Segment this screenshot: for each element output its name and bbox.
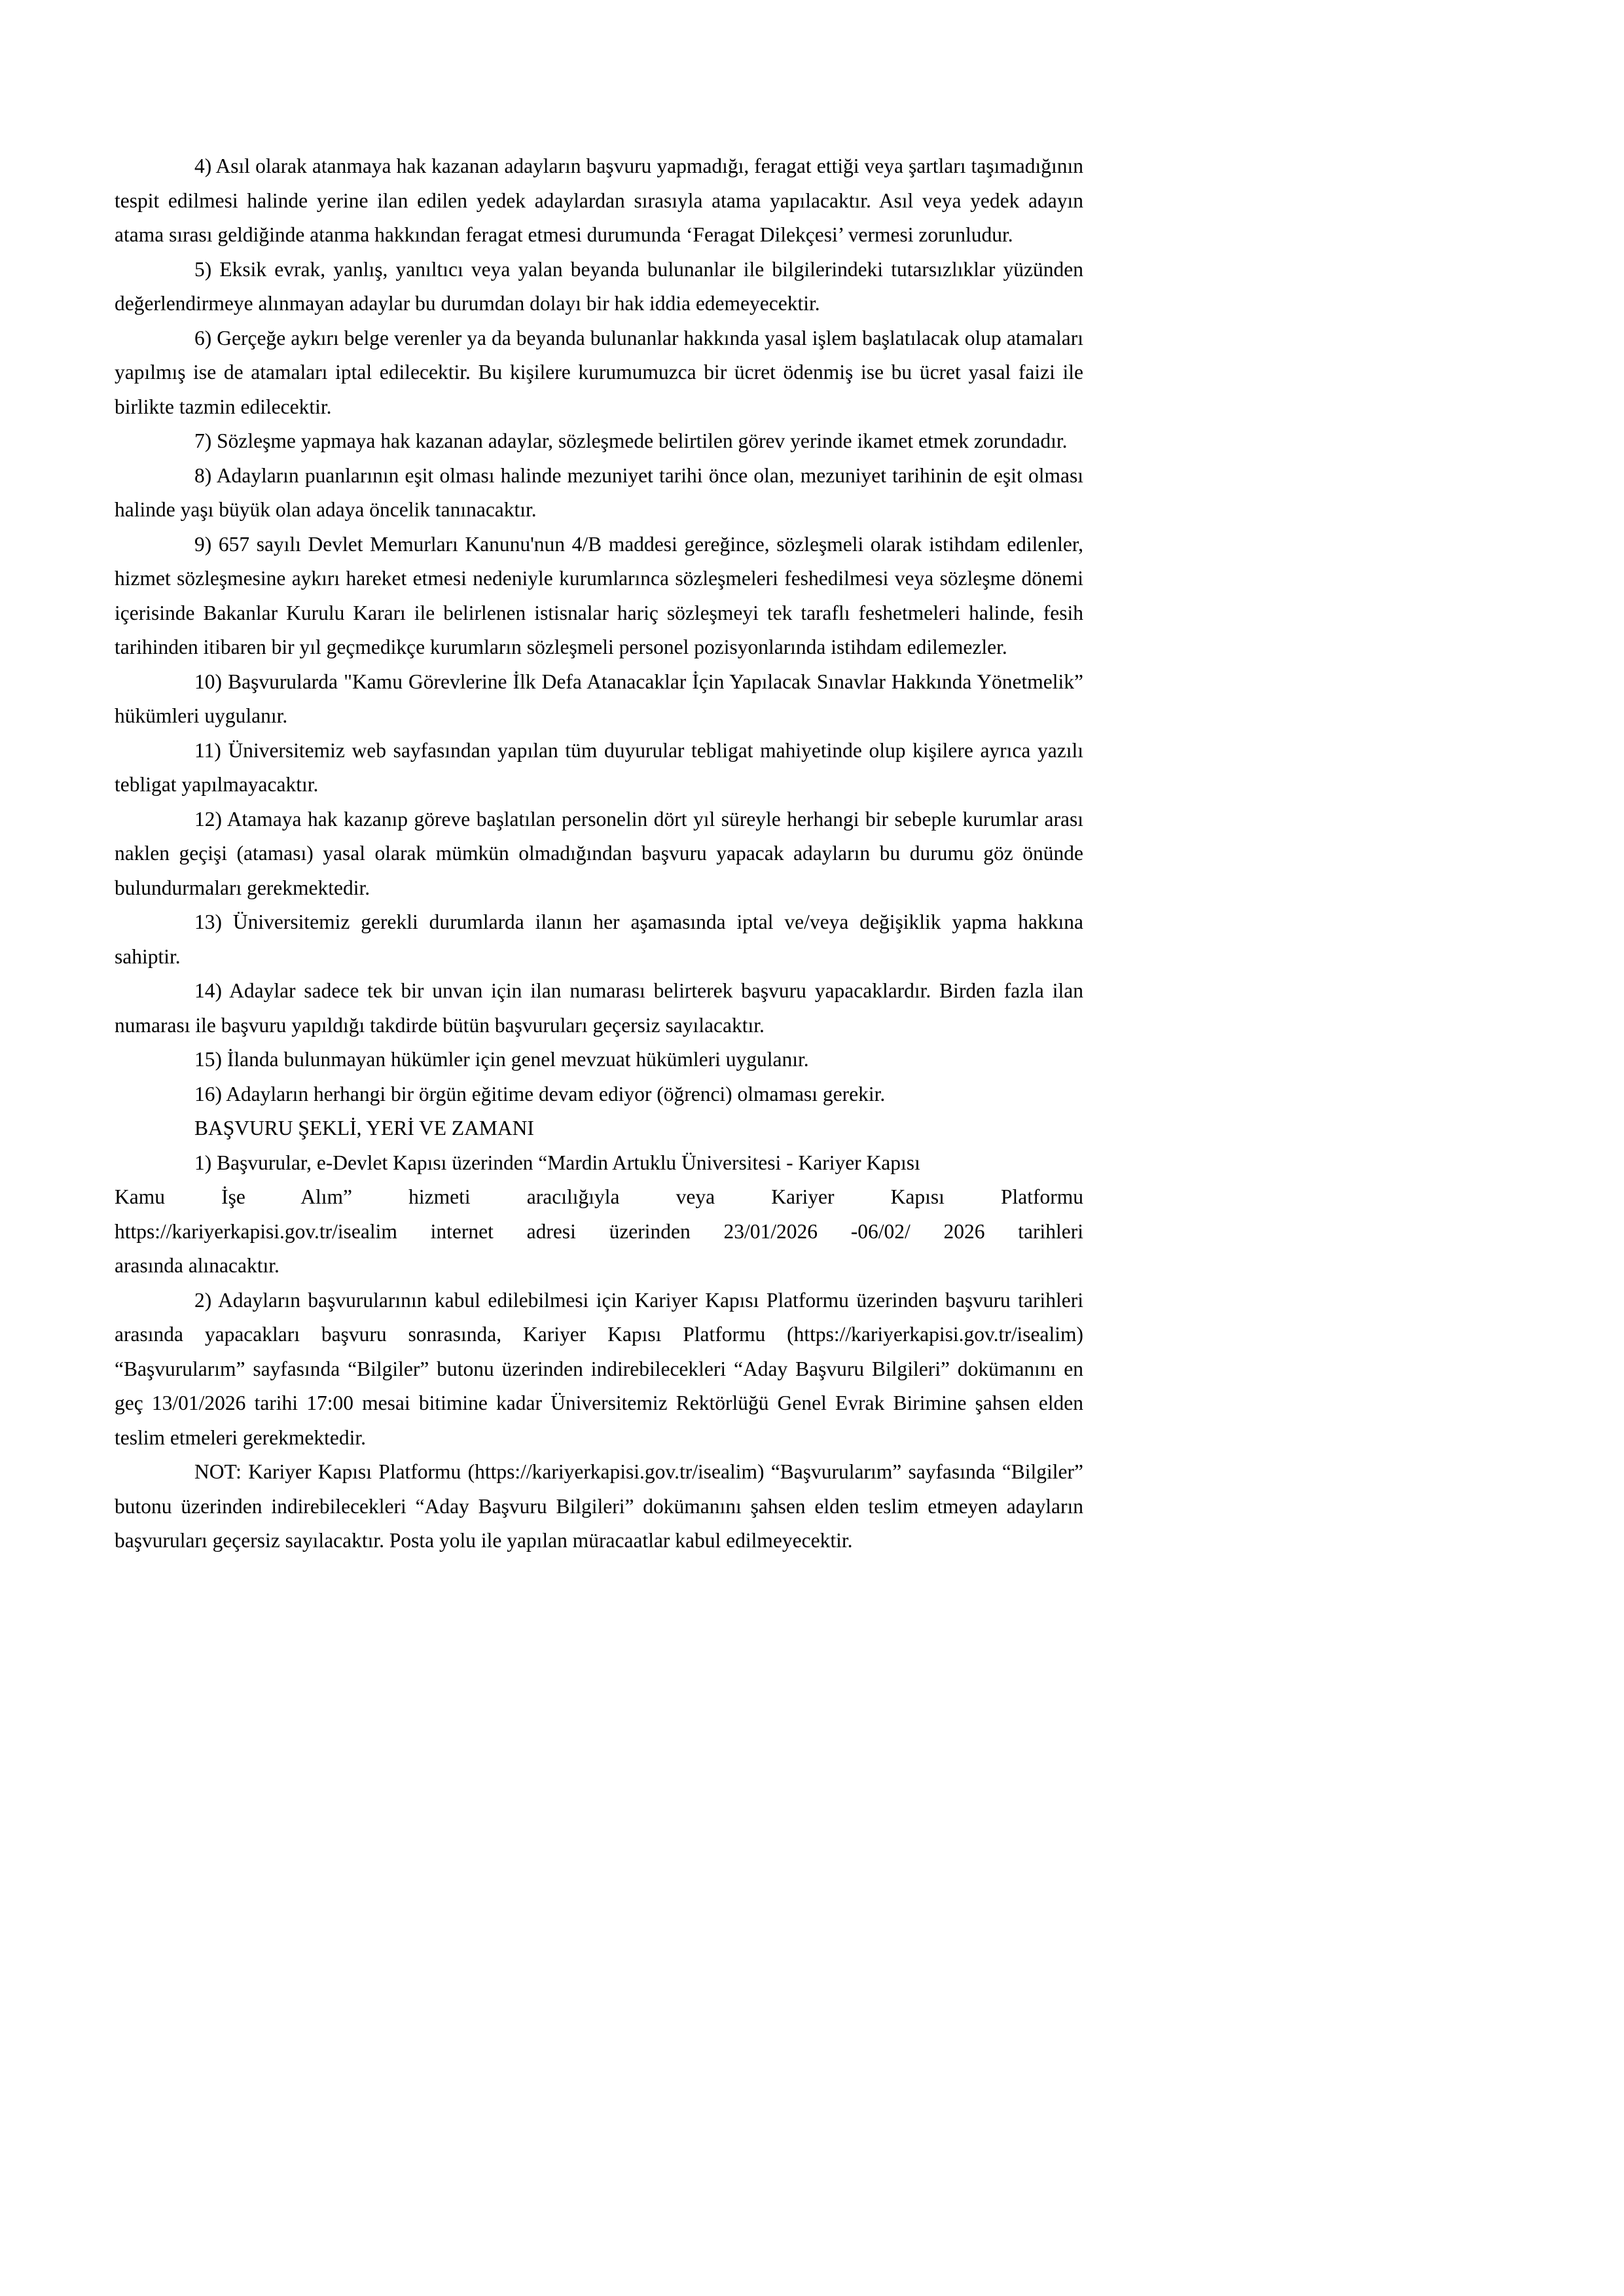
paragraph-item-9: 9) 657 sayılı Devlet Memurları Kanunu'nun 4/B maddesi gereğince, sözleşmeli olarak istihdam edilenler, hizmet sözleşmesine aykırı hareket etmesi nedeniyle kurumlarınca sözleşmeleri feshedilmesi veya sözleşme dönemi içerisinde Bakanlar Kurulu Kararı ile belirlenen istisnalar hariç sözleşmeyi tek taraflı feshetmeleri halinde, fesih tarihinden itibaren bir yıl geçmedikçe kurumların sözleşmeli personel pozisyonlarında istihdam edilemezler.	[115, 532, 1083, 658]
paragraph-item-8: 8) Adayların puanlarının eşit olması halinde mezuniyet tarihi önce olan, mezuniyet tarihinin de eşit olması halinde yaşı büyük olan adaya öncelik tanınacaktır.	[115, 463, 1083, 521]
paragraph-item-10: 10) Başvurularda "Kamu Görevlerine İlk Defa Atanacaklar İçin Yapılacak Sınavlar Hakkında Yönetmelik” hükümleri uygulanır.	[115, 670, 1083, 727]
paragraph-item-13: 13) Üniversitemiz gerekli durumlarda ilanın her aşamasında iptal ve/veya değişiklik yapma hakkına sahiptir.	[115, 910, 1083, 968]
paragraph-item-15: 15) İlanda bulunmayan hükümler için genel mevzuat hükümleri uygulanır.	[194, 1048, 809, 1071]
paragraph-basvuru-item-1	[115, 1146, 1083, 1283]
paragraph-item-16: 16) Adayların herhangi bir örgün eğitime devam ediyor (öğrenci) olmaması gerekir.	[194, 1082, 886, 1105]
paragraph-item-14: 14) Adaylar sadece tek bir unvan için ilan numarası belirterek başvuru yapacaklardır. Birden fazla ilan numarası ile başvuru yapıldığı takdirde bütün başvuruları geçersiz sayılacaktır.	[115, 979, 1083, 1037]
section-heading-basvuru-sekli: BAŞVURU ŞEKLİ, YERİ VE ZAMANI	[194, 1117, 534, 1139]
document-text-column	[115, 149, 1083, 1558]
paragraph-basvuru-item-2: 2) Adayların başvurularının kabul edilebilmesi için Kariyer Kapısı Platformu üzerinden başvuru tarihleri arasında yapacakları başvuru sonrasında, Kariyer Kapısı Platformu (https://kariyerkapisi.gov.tr/isealim) “Başvurularım” sayfasında “Bilgiler” butonu üzerinden indirebilecekleri “Aday Başvuru Bilgileri” dokümanını en geç 13/01/2026 tarihi 17:00 mesai bitimine kadar Üniversitemiz Rektörlüğü Genel Evrak Birimine şahsen elden teslim etmeleri gerekmektedir.	[115, 1288, 1083, 1449]
paragraph-item-12: 12) Atamaya hak kazanıp göreve başlatılan personelin dört yıl süreyle herhangi bir sebeple kurumlar arası naklen geçişi (ataması) yasal olarak mümkün olmadığından başvuru yapacak adayların bu durumu göz önünde bulundurmaları gerekmektedir.	[115, 807, 1083, 899]
paragraph-item-4: 4) Asıl olarak atanmaya hak kazanan adayların başvuru yapmadığı, feragat ettiği veya şartları taşımadığının tespit edilmesi halinde yerine ilan edilen yedek adaylardan sırasıyla atama yapılacaktır. Asıl veya yedek adayın atama sırası geldiğinde atanma hakkından feragat etmesi durumunda ‘Feragat Dilekçesi’ vermesi zorunludur.	[115, 154, 1083, 246]
paragraph-line: https://kariyerkapisi.gov.tr/isealim internet adresi üzerinden 23/01/2026 -06/02/ 2026 tarihleri	[115, 1219, 1083, 1243]
paragraph-item-7: 7) Sözleşme yapmaya hak kazanan adaylar, sözleşmede belirtilen görev yerinde ikamet etmek zorundadır.	[194, 429, 1068, 452]
paragraph-line: arasında alınacaktır.	[115, 1254, 280, 1277]
paragraph-note: NOT: Kariyer Kapısı Platformu (https://kariyerkapisi.gov.tr/isealim) “Başvurularım” sayfasında “Bilgiler” butonu üzerinden indirebilecekleri “Aday Başvuru Bilgileri” dokümanını şahsen elden teslim etmeyen adayların başvuruları geçersiz sayılacaktır. Posta yolu ile yapılan müracaatlar kabul edilmeyecektir.	[115, 1460, 1083, 1552]
paragraph-item-5: 5) Eksik evrak, yanlış, yanıltıcı veya yalan beyanda bulunanlar ile bilgilerindeki tutarsızlıklar yüzünden değerlendirmeye alınmayan adaylar bu durumdan dolayı bir hak iddia edemeyecektir.	[115, 257, 1083, 315]
paragraph-line: 1) Başvurular, e-Devlet Kapısı üzerinden “Mardin Artuklu Üniversitesi - Kariyer Kapısı	[194, 1151, 920, 1174]
paragraph-item-6: 6) Gerçeğe aykırı belge verenler ya da beyanda bulunanlar hakkında yasal işlem başlatılacak olup atamaları yapılmış ise de atamaları iptal edilecektir. Bu kişilere kurumumuzca bir ücret ödenmiş ise bu ücret yasal faizi ile birlikte tazmin edilecektir.	[115, 326, 1083, 418]
paragraph-item-11: 11) Üniversitemiz web sayfasından yapılan tüm duyurular tebligat mahiyetinde olup kişilere ayrıca yazılı tebligat yapılmayacaktır.	[115, 738, 1083, 796]
paragraph-line: Kamu İşe Alım” hizmeti aracılığıyla veya Kariyer Kapısı Platformu	[115, 1185, 1083, 1208]
